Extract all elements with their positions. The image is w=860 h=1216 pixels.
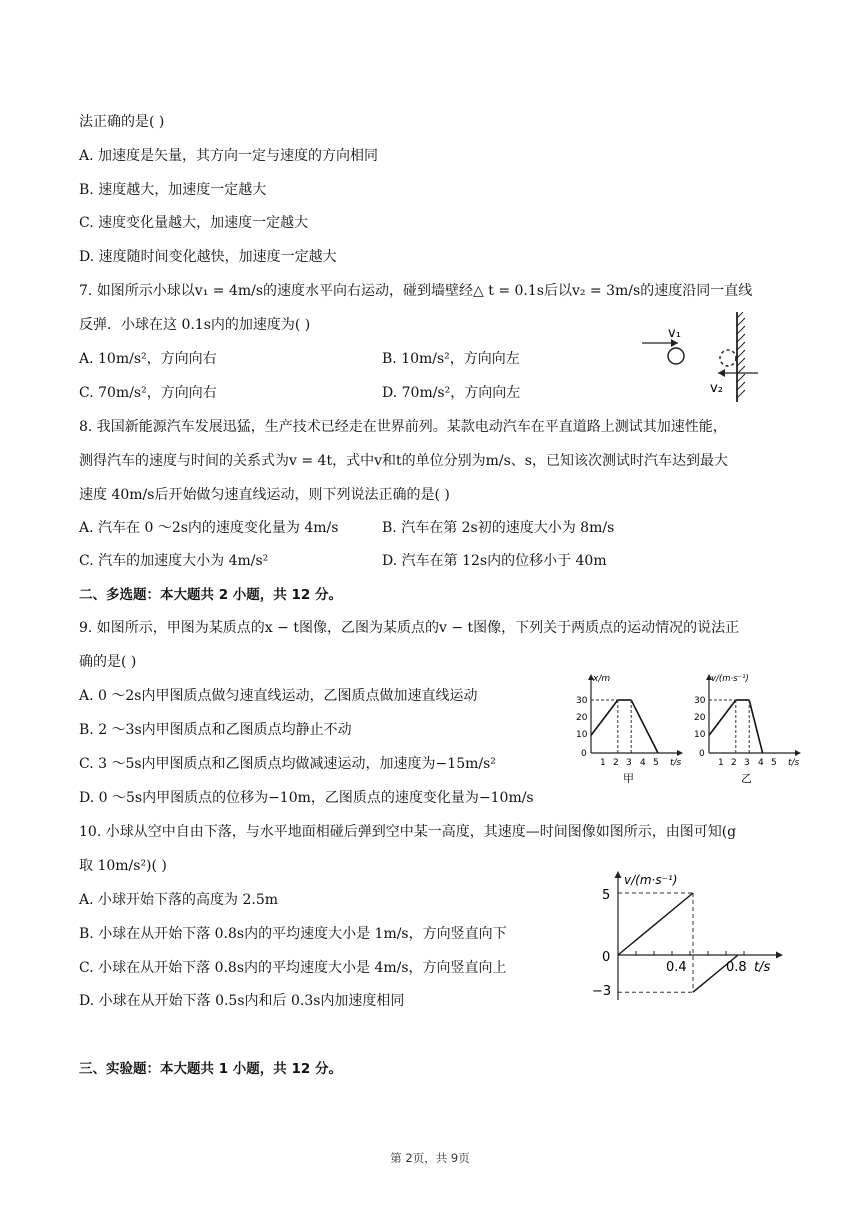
q10-stem-line1: 10. 小球从空中自由下落，与水平地面相碰后弹到空中某一高度，其速度—时间图像如图所示，由图可知(g [79, 824, 737, 840]
jia-xtick-5: 5 [653, 758, 659, 768]
q9-option-d: D. 0 ～5s内甲图质点的位移为−10m，乙图质点的速度变化量为−10m/s [79, 790, 534, 806]
jia-y-label: x/m [593, 674, 611, 684]
yi-tick-20: 20 [694, 713, 706, 723]
f10-y-label: v/(m·s⁻¹) [624, 873, 678, 887]
yi-tick-10: 10 [694, 730, 706, 740]
jia-xtick-3: 3 [626, 758, 632, 768]
q10-option-d: D. 小球在从开始下落 0.5s内和后 0.3s内加速度相同 [79, 993, 405, 1009]
q7-v2-label: v₂ [710, 381, 723, 396]
jia-tick-0: 0 [581, 749, 587, 759]
q9-stem-line2: 确的是( ) [79, 654, 137, 670]
jia-xtick-4: 4 [640, 758, 646, 768]
jia-segment [591, 700, 618, 735]
f10-fall-line [618, 893, 693, 955]
jia-segment [631, 700, 658, 753]
q6-option-c: C. 速度变化量越大，加速度一定越大 [79, 215, 309, 231]
q10-stem-line2: 取 10m/s²)( ) [79, 858, 167, 874]
page-footer: 第 2页，共 9页 [390, 1151, 470, 1165]
q6-option-d: D. 速度随时间变化越快，加速度一定越大 [79, 249, 337, 265]
q7-stem-line2: 反弹．小球在这 0.1s内的加速度为( ) [79, 317, 311, 333]
q7-stem-line1: 7. 如图所示小球以v₁ = 4m/s的速度水平向右运动，碰到墙壁经△ t = 0.1s后以v₂ = 3m/s的速度沿同一直线 [79, 283, 753, 299]
yi-tick-30: 30 [694, 696, 706, 706]
q7-option-c: C. 70m/s²，方向向右 [79, 385, 217, 401]
f10-x-label: t/s [754, 960, 771, 975]
section-3-heading: 三、实验题：本大题共 1 小题，共 12 分。 [79, 1061, 342, 1077]
q8-stem-line2: 测得汽车的速度与时间的关系式为v = 4t，式中v和t的单位分别为m/s、s，已知该次测试时汽车达到最大 [79, 453, 728, 469]
yi-xtick-2: 2 [731, 758, 737, 768]
q8-option-b: B. 汽车在第 2s初的速度大小为 8m/s [382, 520, 615, 536]
yi-xtick-1: 1 [718, 758, 724, 768]
yi-xtick-4: 4 [758, 758, 764, 768]
yi-x-label: t/s [788, 758, 800, 768]
f10-tick-0: 0 [602, 950, 611, 965]
q7-option-a: A. 10m/s²，方向向右 [79, 351, 217, 367]
q6-stem-tail: 法正确的是( ) [79, 114, 165, 130]
q9-option-c: C. 3 ～5s内甲图质点和乙图质点均做减速运动，加速度为−15m/s² [79, 756, 496, 772]
section-2-heading: 二、多选题：本大题共 2 小题，共 12 分。 [79, 587, 342, 603]
q8-option-c: C. 汽车的加速度大小为 4m/s² [79, 553, 269, 569]
q9-option-b: B. 2 ～3s内甲图质点和乙图质点均静止不动 [79, 722, 352, 738]
q7-option-d: D. 70m/s²，方向向左 [382, 385, 521, 401]
f10-tick-m3: −3 [592, 984, 612, 999]
q8-stem-line1: 8. 我国新能源汽车发展迅猛，生产技术已经走在世界前列。某款电动汽车在平直道路上测试其加速性能， [79, 419, 727, 435]
q7-option-b: B. 10m/s²，方向向左 [382, 351, 520, 367]
f10-tick-08: 0.8 [726, 960, 747, 975]
q9-stem-line1: 9. 如图所示，甲图为某质点的x − t图像，乙图为某质点的v − t图像，下列关于两质点的运动情况的说法正 [79, 620, 740, 636]
yi-segment [749, 700, 762, 753]
q7-v1-label: v₁ [668, 326, 681, 341]
q8-option-d: D. 汽车在第 12s内的位移小于 40m [382, 553, 607, 569]
q10-option-b: B. 小球在从开始下落 0.8s内的平均速度大小是 1m/s，方向竖直向下 [79, 926, 507, 942]
jia-tick-10: 10 [576, 730, 588, 740]
ball-rebound [720, 350, 736, 366]
f10-tick-04: 0.4 [666, 960, 687, 975]
jia-xtick-2: 2 [613, 758, 619, 768]
q7-figure [640, 312, 770, 402]
yi-caption: 乙 [741, 772, 752, 785]
yi-segment [709, 700, 736, 735]
q8-stem-line3: 速度 40m/s后开始做匀速直线运动，则下列说法正确的是( ) [79, 487, 450, 503]
yi-y-label: v/(m·s⁻¹) [711, 674, 749, 684]
jia-xtick-1: 1 [600, 758, 606, 768]
q6-option-b: B. 速度越大，加速度一定越大 [79, 182, 267, 198]
jia-x-label: t/s [670, 758, 682, 768]
q9-chart-yi [691, 670, 806, 785]
yi-tick-0: 0 [699, 749, 705, 759]
q10-option-c: C. 小球在从开始下落 0.8s内的平均速度大小是 4m/s，方向竖直向上 [79, 960, 507, 976]
q9-option-a: A. 0 ～2s内甲图质点做匀速直线运动，乙图质点做加速直线运动 [79, 688, 478, 704]
yi-xtick-3: 3 [744, 758, 750, 768]
jia-tick-30: 30 [576, 696, 588, 706]
jia-caption: 甲 [623, 772, 634, 785]
q6-option-a: A. 加速度是矢量，其方向一定与速度的方向相同 [79, 148, 379, 164]
q8-option-a: A. 汽车在 0 ～2s内的速度变化量为 4m/s [79, 520, 339, 536]
q10-chart [590, 868, 790, 1003]
q9-chart-jia [573, 670, 688, 785]
yi-xtick-5: 5 [771, 758, 777, 768]
jia-tick-20: 20 [576, 713, 588, 723]
ball [668, 348, 684, 364]
q10-option-a: A. 小球开始下落的高度为 2.5m [79, 892, 279, 908]
f10-tick-5: 5 [602, 888, 611, 903]
